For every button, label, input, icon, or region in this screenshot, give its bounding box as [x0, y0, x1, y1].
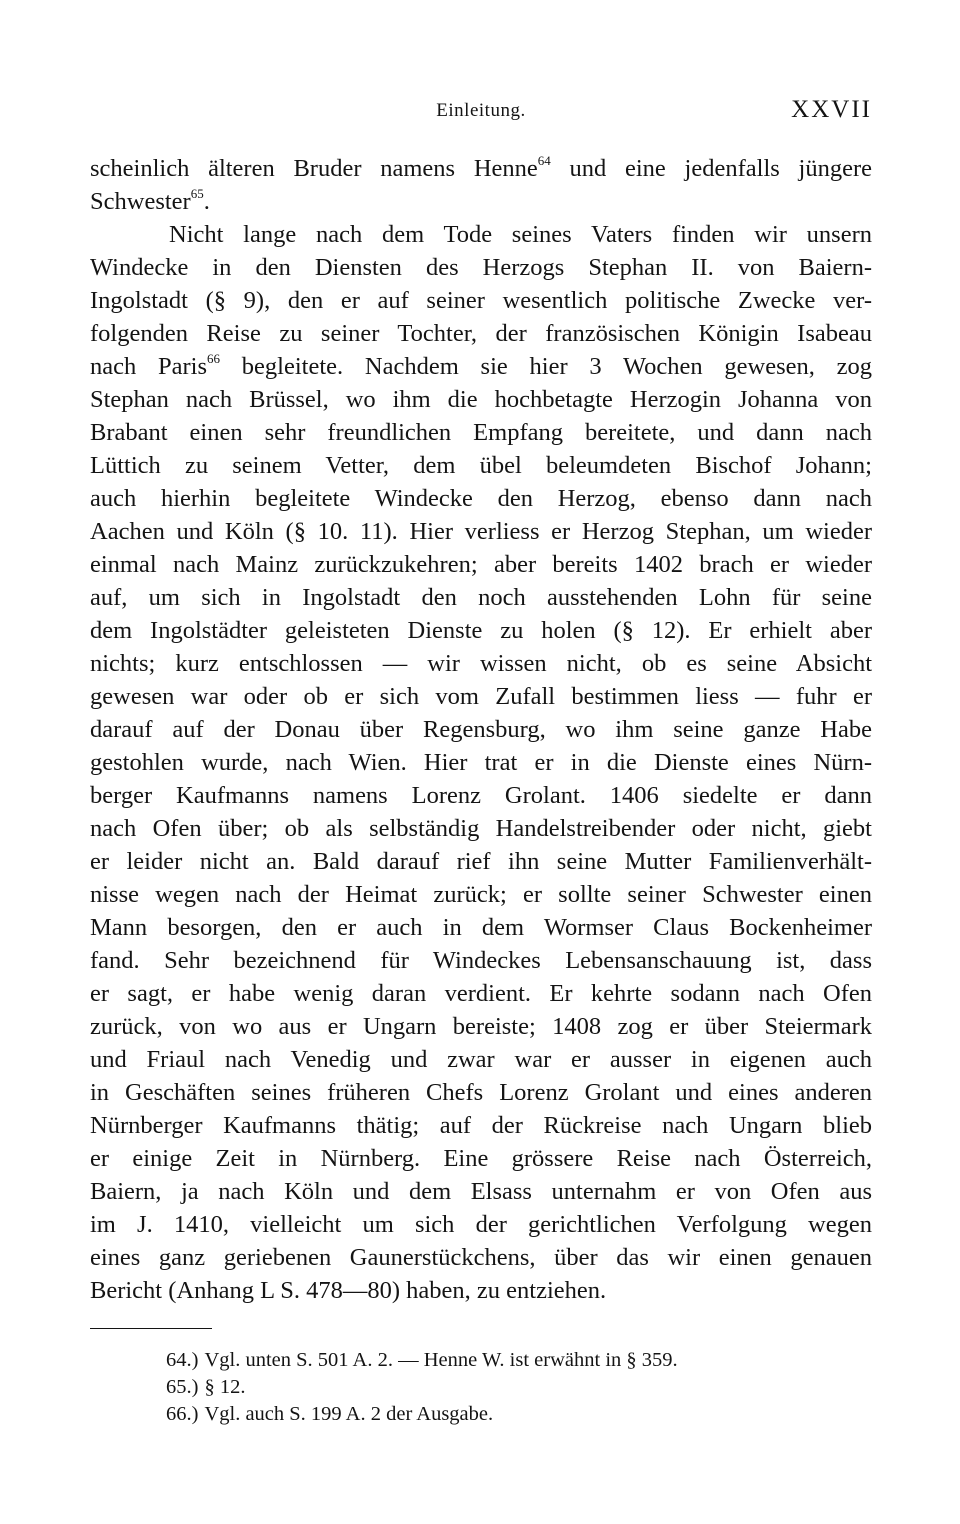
running-head [90, 96, 872, 126]
text-line [90, 911, 872, 944]
line-text: Mann besorgen, den er auch in dem Wormser Claus Bockenheimer [90, 914, 872, 941]
text-line [90, 779, 872, 812]
line-text: auf, um sich in Ingolstadt den noch ausstehenden Lohn für seine [90, 584, 872, 611]
line-text: er leider nicht an. Bald darauf rief ihn seine Mutter Familienverhält- [90, 848, 872, 875]
line-text: er einige Zeit in Nürnberg. Eine grössere Reise nach Österreich, [90, 1145, 872, 1172]
text-line [90, 515, 872, 548]
text-line [90, 977, 872, 1010]
line-text: in Geschäften seines früheren Chefs Lorenz Grolant und eines anderen [90, 1079, 872, 1106]
footnote-text: Vgl. auch S. 199 A. 2 der Ausgabe. [204, 1403, 494, 1425]
text-line [90, 548, 872, 581]
page-number: XXVII [791, 96, 872, 123]
text-line [90, 614, 872, 647]
line-text: dem Ingolstädter geleisteten Dienste zu holen (§ 12). Er erhielt aber [90, 617, 872, 644]
line-text: gewesen war oder ob er sich vom Zufall bestimmen liess — fuhr er [90, 683, 872, 710]
text-line [90, 284, 872, 317]
text-line [90, 1142, 872, 1175]
text-line [90, 1208, 872, 1241]
text-line [90, 581, 872, 614]
text-line [90, 416, 872, 449]
text-line [90, 383, 872, 416]
line-text: Nicht lange nach dem Tode seines Vaters finden wir unsern [169, 221, 872, 248]
text-line [90, 1076, 872, 1109]
text-line [90, 1175, 872, 1208]
line-text: Ingolstadt (§ 9), den er auf seiner wesentlich politische Zwecke ver- [90, 287, 872, 314]
text-line [90, 152, 872, 185]
text-line [90, 449, 872, 482]
text-line [90, 350, 872, 383]
line-text: Lüttich zu seinem Vetter, dem übel beleumdeten Bischof Johann; [90, 452, 872, 479]
text-line [90, 1010, 872, 1043]
footnote [166, 1374, 866, 1401]
line-text: Bericht (Anhang L S. 478—80) haben, zu entziehen. [90, 1277, 607, 1304]
footnote-rule [90, 1328, 212, 1329]
footnote-number: 65.) [166, 1376, 199, 1398]
line-text: berger Kaufmanns namens Lorenz Grolant. 1406 siedelte er dann [90, 782, 872, 809]
footnote-reference: 66 [207, 351, 221, 366]
footnote-text: § 12. [204, 1376, 246, 1398]
text-line [90, 680, 872, 713]
text-line [90, 1241, 872, 1274]
line-text: scheinlich älteren Bruder namens Henne [90, 155, 538, 182]
line-text: darauf auf der Donau über Regensburg, wo ihm seine ganze Habe [90, 716, 872, 743]
text-line [90, 647, 872, 680]
line-text: nisse wegen nach der Heimat zurück; er sollte seiner Schwester einen [90, 881, 872, 908]
line-text: gestohlen wurde, nach Wien. Hier trat er in die Dienste eines Nürn- [90, 749, 872, 776]
footnote-text: Vgl. unten S. 501 A. 2. — Henne W. ist erwähnt in § 359. [204, 1349, 678, 1371]
text-line [90, 317, 872, 350]
footnote [166, 1347, 866, 1374]
line-text: im J. 1410, vielleicht um sich der gerichtlichen Verfolgung wegen [90, 1211, 872, 1238]
line-text: nach Paris [90, 353, 208, 380]
line-text: nach Ofen über; ob als selbständig Handelstreibender oder nicht, giebt [90, 815, 872, 842]
line-text: auch hierhin begleitete Windecke den Herzog, ebenso dann nach [90, 485, 872, 512]
text-line [90, 812, 872, 845]
line-text: Brabant einen sehr freundlichen Empfang bereitete, und dann nach [90, 419, 872, 446]
line-text: zurück, von wo aus er Ungarn bereiste; 1408 zog er über Steiermark [90, 1013, 872, 1040]
text-line [90, 878, 872, 911]
line-text: eines ganz geriebenen Gaunerstückchens, über das wir einen genauen [90, 1244, 872, 1271]
text-line [90, 845, 872, 878]
text-line [90, 1109, 872, 1142]
line-text: er sagt, er habe wenig daran verdient. Er kehrte sodann nach Ofen [90, 980, 872, 1007]
line-text: Nürnberger Kaufmanns thätig; auf der Rückreise nach Ungarn blieb [90, 1112, 872, 1139]
line-text: Schwester [90, 188, 191, 215]
line-text-tail: . [203, 188, 210, 215]
text-line [90, 251, 872, 284]
text-line [90, 944, 872, 977]
line-text: einmal nach Mainz zurückzukehren; aber bereits 1402 brach er wieder [90, 551, 872, 578]
text-line [90, 185, 872, 218]
line-text-tail: und eine jedenfalls jüngere [550, 155, 872, 182]
line-text: folgenden Reise zu seiner Tochter, der französischen Königin Isabeau [90, 320, 872, 347]
text-line [90, 218, 872, 251]
line-text: Stephan nach Brüssel, wo ihm die hochbetagte Herzogin Johanna von [90, 386, 872, 413]
line-text: Aachen und Köln (§ 10. 11). Hier verliess er Herzog Stephan, um wieder [90, 518, 872, 545]
text-line [90, 1274, 872, 1307]
footnote-reference: 64 [537, 153, 551, 168]
footnote-number: 66.) [166, 1403, 199, 1425]
text-line [90, 482, 872, 515]
footnote [166, 1401, 866, 1428]
line-text: nichts; kurz entschlossen — wir wissen nicht, ob es seine Absicht [90, 650, 872, 677]
text-line [90, 746, 872, 779]
line-text-tail: begleitete. Nachdem sie hier 3 Wochen gewesen, zog [220, 353, 872, 380]
line-text: und Friaul nach Venedig und zwar war er ausser in eigenen auch [90, 1046, 872, 1073]
footnotes [166, 1347, 866, 1428]
footnote-reference: 65 [190, 186, 204, 201]
line-text: fand. Sehr bezeichnend für Windeckes Lebensanschauung ist, dass [90, 947, 872, 974]
running-title: Einleitung. [436, 100, 526, 121]
line-text: Windecke in den Diensten des Herzogs Stephan II. von Baiern- [90, 254, 872, 281]
text-line [90, 1043, 872, 1076]
body-text [90, 152, 872, 1307]
line-text: Baiern, ja nach Köln und dem Elsass unternahm er von Ofen aus [90, 1178, 872, 1205]
footnote-number: 64.) [166, 1349, 199, 1371]
text-line [90, 713, 872, 746]
